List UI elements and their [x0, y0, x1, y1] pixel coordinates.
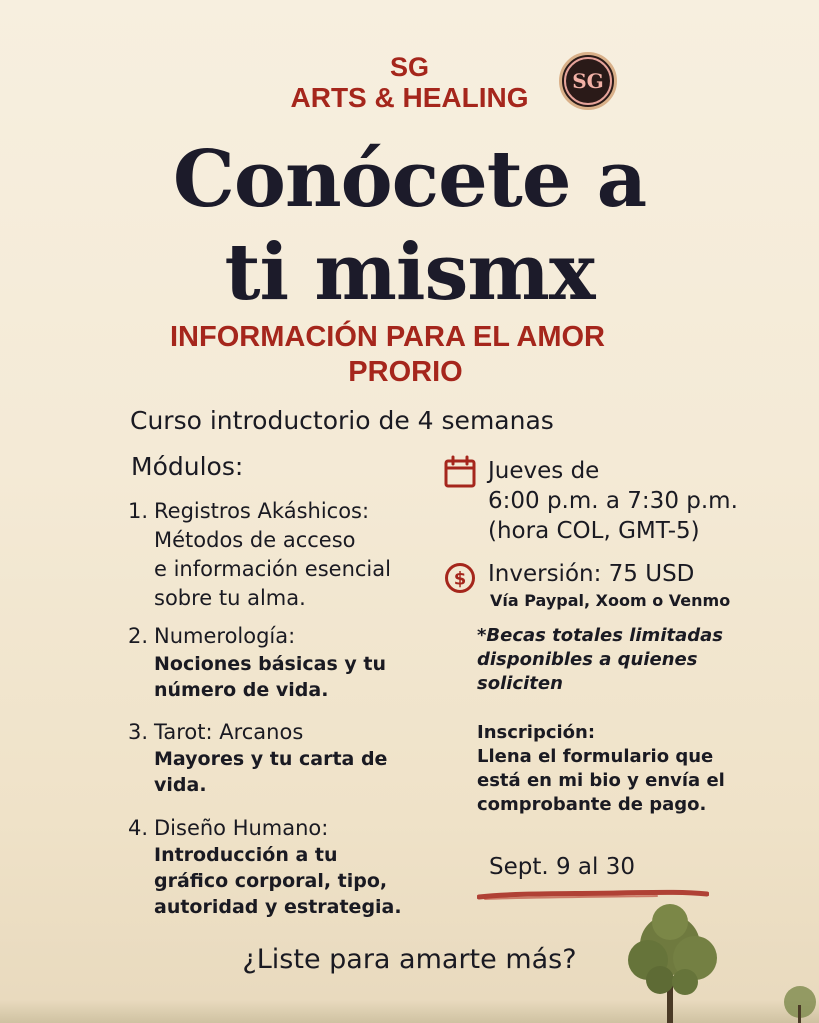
scholarship-note — [477, 624, 723, 696]
module-title: Diseño Humano: — [154, 816, 329, 840]
module-desc-line: gráfico corporal, tipo, — [154, 870, 388, 892]
module-desc-line: vida. — [154, 774, 207, 796]
module-desc-line: autoridad y estrategia. — [154, 896, 402, 918]
module-item-1 — [128, 497, 391, 610]
module-item-2 — [128, 622, 296, 651]
module-number: 1. — [128, 499, 149, 523]
schedule-line: (hora COL, GMT-5) — [488, 518, 700, 544]
module-line: e información esencial — [154, 557, 391, 581]
inscription-line: Inscripción: — [477, 722, 596, 743]
module-number: 2. — [128, 624, 149, 648]
scholarship-line: disponibles a quienes — [477, 649, 698, 670]
module-desc-line: Nociones básicas y tu — [154, 653, 386, 675]
module-number: 3. — [128, 720, 149, 744]
module-item-4 — [128, 814, 329, 843]
dollar-icon — [444, 562, 476, 594]
payment-methods: Vía Paypal, Xoom o Venmo — [490, 591, 731, 610]
logo-monogram: SG — [564, 57, 612, 105]
scholarship-line: *Becas totales limitadas — [477, 625, 723, 646]
page-title-line1: Conócete a — [172, 134, 647, 225]
module-line: Métodos de acceso — [154, 528, 356, 552]
module-title: Tarot: Arcanos — [154, 720, 304, 744]
module-2-description — [154, 651, 386, 703]
call-to-action: ¿Liste para amarte más? — [242, 944, 577, 975]
module-line: Registros Akáshicos: — [154, 499, 370, 523]
module-desc-line: Mayores y tu carta de — [154, 748, 388, 770]
page-title-line2: ti mismx — [224, 227, 595, 318]
calendar-icon — [443, 455, 477, 489]
brand-name: SG — [389, 52, 429, 82]
price-text: Inversión: 75 USD — [488, 561, 695, 587]
inscription-line: Llena el formulario que — [477, 746, 714, 767]
brand-logo — [559, 52, 617, 110]
inscription-line: está en mi bio y envía el — [477, 770, 725, 791]
module-number: 4. — [128, 816, 149, 840]
schedule-line: 6:00 p.m. a 7:30 p.m. — [488, 488, 738, 514]
module-4-description — [154, 842, 402, 920]
module-line: sobre tu alma. — [154, 586, 306, 610]
module-item-3 — [128, 718, 304, 747]
course-description: Curso introductorio de 4 semanas — [130, 406, 554, 435]
module-title: Numerología: — [154, 624, 296, 648]
course-dates: Sept. 9 al 30 — [489, 854, 635, 880]
schedule-line: Jueves de — [488, 458, 600, 484]
subtitle-line2: PRORIO — [348, 356, 463, 388]
subtitle-line1: INFORMACIÓN PARA EL AMOR — [170, 321, 605, 353]
modules-heading: Módulos: — [131, 452, 244, 481]
brand-subtitle: ARTS & HEALING — [290, 82, 529, 113]
inscription-line: comprobante de pago. — [477, 794, 707, 815]
scholarship-line: soliciten — [477, 673, 563, 694]
inscription-info — [477, 721, 725, 817]
module-desc-line: número de vida. — [154, 679, 329, 701]
svg-text:$: $ — [453, 568, 467, 590]
module-desc-line: Introducción a tu — [154, 844, 338, 866]
module-3-description — [154, 746, 387, 798]
schedule — [488, 456, 738, 546]
